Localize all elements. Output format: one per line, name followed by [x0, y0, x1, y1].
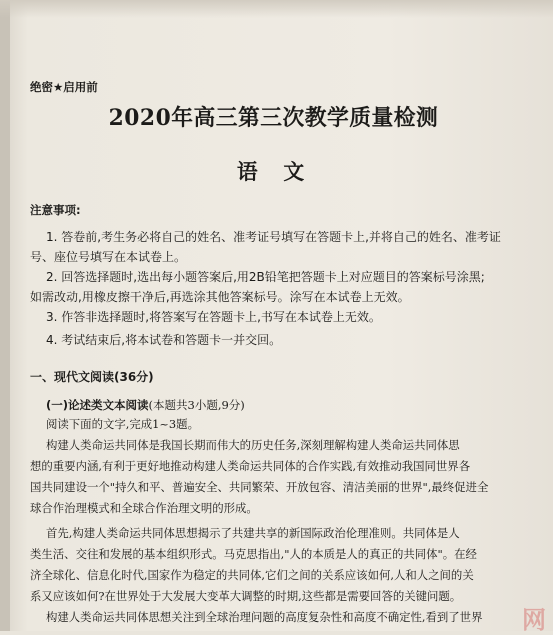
paragraph-line: 济全球化、信息化时代,国家作为稳定的共同体,它们之间的关系应该如何,人和人之间的关: [30, 568, 474, 582]
exam-title: 2020年高三第三次教学质量检测: [108, 105, 439, 131]
notice-line: 2. 回答选择题时,选出每小题答案后,用2B铅笔把答题卡上对应题目的答案标号涂黑;: [46, 270, 485, 284]
paragraph-line: 系又应该如何?在世界处于大发展大变革大调整的时期,这些都是需要回答的关键问题。: [30, 589, 462, 603]
paragraph-line: 类生活、交往和发展的基本组织形式。马克思指出,"人的本质是人的真正的共同体"。在经: [30, 547, 477, 561]
paragraph-line: 构建人类命运共同体是我国长期而伟大的历史任务,深刻理解构建人类命运共同体思: [46, 438, 460, 452]
paragraph-line: 球合作治理模式和全球合作治理文明的形成。: [30, 501, 258, 515]
subsection-heading: [46, 397, 245, 413]
section-heading: 一、现代文阅读(36分): [30, 370, 154, 384]
reading-instruction: 阅读下面的文字,完成1~3题。: [46, 417, 199, 431]
notice-line: 1. 答卷前,考生务必将自己的姓名、准考证号填写在答题卡上,并将自己的姓名、准考证: [46, 230, 501, 244]
notice-line: 3. 作答非选择题时,将答案写在答题卡上,书写在本试卷上无效。: [46, 310, 381, 324]
watermark: 网: [522, 606, 547, 634]
paper-shadow: [0, 0, 553, 18]
subject-title: 语文: [236, 159, 330, 184]
notice-line: 如需改动,用橡皮擦干净后,再选涂其他答案标号。涂写在本试卷上无效。: [30, 290, 410, 304]
subsection-title: (一)论述类文本阅读: [46, 398, 149, 412]
notice-heading: 注意事项:: [30, 203, 81, 217]
notice-line: 号、座位号填写在本试卷上。: [30, 250, 187, 264]
notice-line: 4. 考试结束后,将本试卷和答题卡一并交回。: [46, 333, 282, 347]
confidential-label: 绝密★启用前: [30, 80, 98, 94]
paragraph-line: 首先,构建人类命运共同体思想揭示了共建共享的新国际政治伦理准则。共同体是人: [46, 526, 460, 540]
paragraph-line: 想的重要内涵,有利于更好地推动构建人类命运共同体的合作实践,有效推动我国同世界各: [30, 459, 471, 473]
subsection-note: (本题共3小题,9分): [148, 398, 245, 412]
binding-edge: [0, 0, 10, 631]
paragraph-line: 国共同建设一个"持久和平、普遍安全、共同繁荣、开放包容、清洁美丽的世界",最终促进全: [30, 480, 489, 494]
paragraph-line: 构建人类命运共同体思想关注到全球治理问题的高度复杂性和高度不确定性,看到了世界: [46, 610, 483, 624]
